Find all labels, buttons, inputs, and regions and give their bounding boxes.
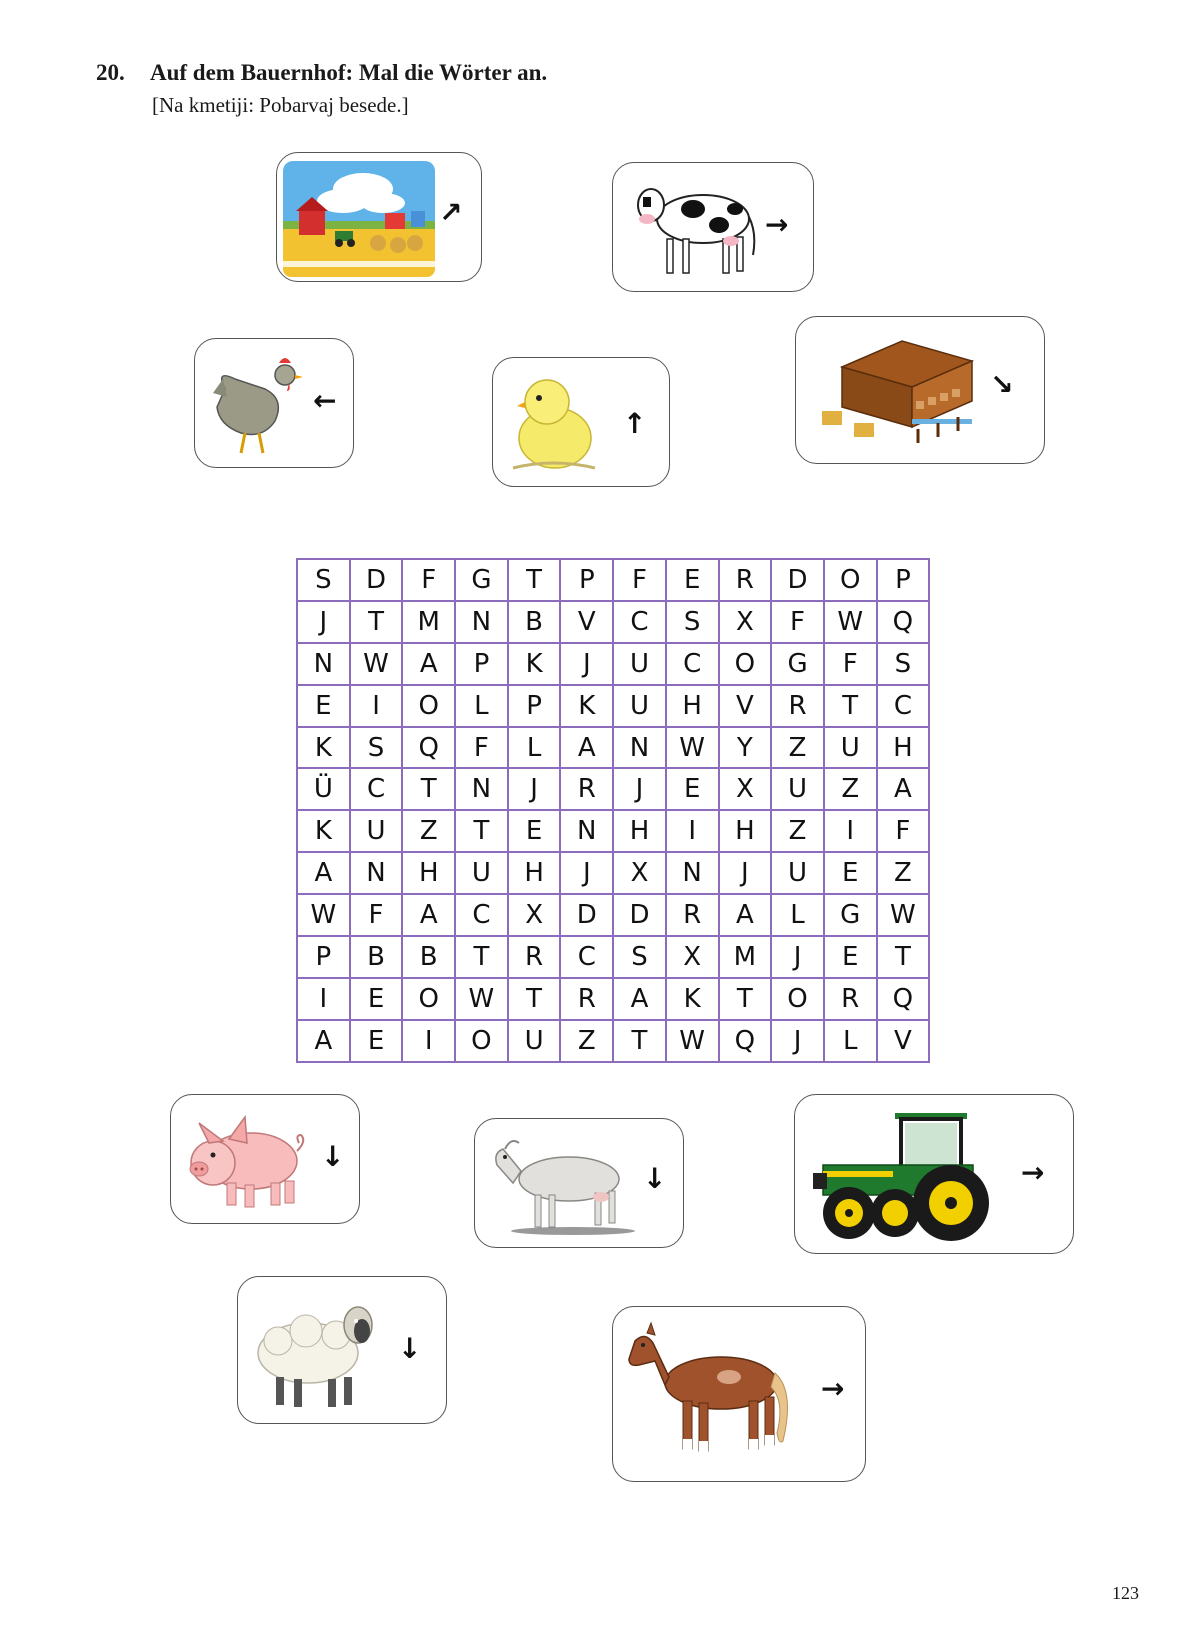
grid-cell[interactable]: Z (824, 768, 877, 810)
grid-cell[interactable]: J (771, 1020, 824, 1062)
grid-cell[interactable]: Y (719, 727, 772, 769)
grid-cell[interactable]: N (455, 768, 508, 810)
card-farm (276, 152, 482, 282)
grid-cell[interactable]: P (877, 559, 930, 601)
grid-cell[interactable]: Q (402, 727, 455, 769)
grid-cell[interactable]: E (666, 559, 719, 601)
cow-icon (631, 173, 761, 283)
grid-cell[interactable]: X (719, 601, 772, 643)
grid-cell[interactable]: K (560, 685, 613, 727)
grid-cell[interactable]: W (824, 601, 877, 643)
page-number: 123 (1112, 1583, 1139, 1603)
grid-cell[interactable]: S (613, 936, 666, 978)
grid-cell[interactable]: V (719, 685, 772, 727)
grid-cell[interactable]: O (719, 643, 772, 685)
grid-cell[interactable]: I (297, 978, 350, 1020)
grid-cell[interactable]: O (402, 978, 455, 1020)
grid-cell[interactable]: D (560, 894, 613, 936)
card-barn (795, 316, 1045, 464)
grid-cell[interactable]: W (297, 894, 350, 936)
grid-cell[interactable]: V (877, 1020, 930, 1062)
grid-cell[interactable]: J (771, 936, 824, 978)
grid-cell[interactable]: K (508, 643, 561, 685)
grid-cell[interactable]: D (613, 894, 666, 936)
grid-cell[interactable]: E (297, 685, 350, 727)
grid-cell[interactable]: T (719, 978, 772, 1020)
grid-cell[interactable]: O (771, 978, 824, 1020)
grid-cell[interactable]: Q (719, 1020, 772, 1062)
grid-cell[interactable]: D (350, 559, 403, 601)
grid-cell[interactable]: U (508, 1020, 561, 1062)
card-sheep (237, 1276, 447, 1424)
grid-cell[interactable]: F (613, 559, 666, 601)
grid-cell[interactable]: C (350, 768, 403, 810)
grid-cell[interactable]: R (508, 936, 561, 978)
grid-cell[interactable]: T (455, 810, 508, 852)
grid-cell[interactable]: K (666, 978, 719, 1020)
grid-cell[interactable]: T (508, 978, 561, 1020)
grid-cell[interactable]: I (824, 810, 877, 852)
grid-cell[interactable]: L (771, 894, 824, 936)
arrow-icon: ↓ (643, 1162, 667, 1195)
grid-cell[interactable]: S (350, 727, 403, 769)
grid-cell[interactable]: A (297, 852, 350, 894)
grid-cell[interactable]: E (824, 936, 877, 978)
grid-cell[interactable]: A (877, 768, 930, 810)
grid-cell[interactable]: Z (560, 1020, 613, 1062)
card-tractor (794, 1094, 1074, 1254)
grid-cell[interactable]: P (455, 643, 508, 685)
grid-cell[interactable]: J (560, 643, 613, 685)
grid-cell[interactable]: I (350, 685, 403, 727)
grid-cell[interactable]: F (877, 810, 930, 852)
grid-cell[interactable]: A (402, 894, 455, 936)
grid-cell[interactable]: R (771, 685, 824, 727)
pig-icon (179, 1105, 311, 1215)
grid-cell[interactable]: A (613, 978, 666, 1020)
grid-cell[interactable]: T (877, 936, 930, 978)
grid-cell[interactable]: H (613, 810, 666, 852)
grid-cell[interactable]: F (824, 643, 877, 685)
grid-cell[interactable]: N (560, 810, 613, 852)
grid-cell[interactable]: U (455, 852, 508, 894)
grid-cell[interactable]: A (297, 1020, 350, 1062)
grid-cell[interactable]: F (402, 559, 455, 601)
grid-cell[interactable]: Q (877, 601, 930, 643)
goat-icon (485, 1129, 637, 1239)
sheep-icon (250, 1291, 380, 1411)
grid-cell[interactable]: O (824, 559, 877, 601)
card-pig (170, 1094, 360, 1224)
grid-cell[interactable]: J (297, 601, 350, 643)
grid-cell[interactable]: J (613, 768, 666, 810)
grid-cell[interactable]: H (719, 810, 772, 852)
grid-cell[interactable]: N (350, 852, 403, 894)
grid-cell[interactable]: Q (877, 978, 930, 1020)
grid-cell[interactable]: M (719, 936, 772, 978)
grid-cell[interactable]: J (560, 852, 613, 894)
grid-cell[interactable]: Ü (297, 768, 350, 810)
grid-cell[interactable]: O (402, 685, 455, 727)
grid-cell[interactable]: R (719, 559, 772, 601)
grid-cell[interactable]: H (402, 852, 455, 894)
grid-cell[interactable]: C (666, 643, 719, 685)
grid-cell[interactable]: A (560, 727, 613, 769)
grid-cell[interactable]: I (402, 1020, 455, 1062)
grid-cell[interactable]: X (508, 894, 561, 936)
exercise-title: Auf dem Bauernhof: Mal die Wörter an. (150, 60, 548, 85)
grid-cell[interactable]: W (666, 727, 719, 769)
grid-cell[interactable]: F (771, 601, 824, 643)
card-hen (194, 338, 354, 468)
arrow-icon: → (1021, 1156, 1045, 1189)
grid-cell[interactable]: U (771, 852, 824, 894)
grid-cell[interactable]: F (350, 894, 403, 936)
grid-cell[interactable]: W (877, 894, 930, 936)
grid-cell[interactable]: H (877, 727, 930, 769)
horse-icon (625, 1321, 797, 1471)
grid-cell[interactable]: J (508, 768, 561, 810)
grid-cell[interactable]: E (508, 810, 561, 852)
grid-cell[interactable]: G (824, 894, 877, 936)
arrow-icon: ↘ (990, 368, 1014, 401)
grid-cell[interactable]: N (666, 852, 719, 894)
grid-cell[interactable]: N (613, 727, 666, 769)
arrow-icon: ← (313, 384, 337, 417)
grid-cell[interactable]: L (508, 727, 561, 769)
grid-cell[interactable]: X (666, 936, 719, 978)
grid-cell[interactable]: C (455, 894, 508, 936)
arrow-icon: ↓ (398, 1332, 422, 1365)
grid-cell[interactable]: E (350, 978, 403, 1020)
grid-cell[interactable]: T (613, 1020, 666, 1062)
card-chick (492, 357, 670, 487)
grid-cell[interactable]: C (877, 685, 930, 727)
grid-cell[interactable]: N (455, 601, 508, 643)
word-search-grid (296, 558, 930, 1063)
grid-cell[interactable]: H (508, 852, 561, 894)
arrow-icon: → (821, 1372, 845, 1405)
grid-cell[interactable]: P (560, 559, 613, 601)
grid-cell[interactable]: C (613, 601, 666, 643)
card-cow (612, 162, 814, 292)
grid-cell[interactable]: L (455, 685, 508, 727)
grid-cell[interactable]: G (455, 559, 508, 601)
exercise-subtitle: [Na kmetiji: Pobarvaj besede.] (152, 93, 409, 117)
grid-cell[interactable]: R (560, 978, 613, 1020)
arrow-icon: ↓ (321, 1140, 345, 1173)
chick-icon (503, 368, 603, 478)
grid-cell[interactable]: S (877, 643, 930, 685)
grid-cell[interactable]: K (297, 727, 350, 769)
grid-cell[interactable]: U (613, 643, 666, 685)
arrow-icon: ↑ (623, 407, 647, 440)
grid-cell[interactable]: M (402, 601, 455, 643)
grid-cell[interactable]: V (560, 601, 613, 643)
grid-cell[interactable]: B (350, 936, 403, 978)
tractor-icon (809, 1109, 1005, 1243)
barn-icon (812, 331, 982, 451)
grid-cell[interactable]: W (666, 1020, 719, 1062)
grid-cell[interactable]: X (719, 768, 772, 810)
grid-cell[interactable]: S (297, 559, 350, 601)
grid-cell[interactable]: Z (877, 852, 930, 894)
grid-cell[interactable]: E (350, 1020, 403, 1062)
grid-cell[interactable]: A (402, 643, 455, 685)
grid-cell[interactable]: F (455, 727, 508, 769)
exercise-heading (96, 60, 547, 86)
grid-cell[interactable]: T (402, 768, 455, 810)
grid-cell[interactable]: A (719, 894, 772, 936)
card-goat (474, 1118, 684, 1248)
grid-cell[interactable]: U (771, 768, 824, 810)
grid-cell[interactable]: X (613, 852, 666, 894)
card-horse (612, 1306, 866, 1482)
grid-cell[interactable]: D (771, 559, 824, 601)
grid-cell[interactable]: I (666, 810, 719, 852)
grid-cell[interactable]: S (666, 601, 719, 643)
grid-cell[interactable]: Z (402, 810, 455, 852)
grid-cell[interactable]: G (771, 643, 824, 685)
grid-cell[interactable]: U (350, 810, 403, 852)
grid-cell[interactable]: W (455, 978, 508, 1020)
grid-cell[interactable]: U (613, 685, 666, 727)
grid-cell[interactable]: B (402, 936, 455, 978)
grid-cell[interactable]: H (666, 685, 719, 727)
grid-cell[interactable]: B (508, 601, 561, 643)
grid-cell[interactable]: K (297, 810, 350, 852)
grid-cell[interactable]: R (666, 894, 719, 936)
grid-cell[interactable]: T (508, 559, 561, 601)
grid-cell[interactable]: L (824, 1020, 877, 1062)
arrow-icon: ↗ (439, 196, 463, 229)
grid-cell[interactable]: E (666, 768, 719, 810)
grid-cell[interactable]: R (560, 768, 613, 810)
grid-cell[interactable]: E (824, 852, 877, 894)
hen-icon (205, 349, 305, 459)
exercise-number: 20. (96, 60, 125, 85)
grid-cell[interactable]: O (455, 1020, 508, 1062)
grid-cell[interactable]: N (297, 643, 350, 685)
arrow-icon: → (765, 208, 789, 241)
grid-cell[interactable]: P (297, 936, 350, 978)
farm-icon (283, 161, 435, 277)
grid-cell[interactable]: U (824, 727, 877, 769)
grid-cell[interactable]: P (508, 685, 561, 727)
grid-cell[interactable]: R (824, 978, 877, 1020)
grid-cell[interactable]: J (719, 852, 772, 894)
grid-cell[interactable]: Z (771, 727, 824, 769)
grid-cell[interactable]: W (350, 643, 403, 685)
grid-cell[interactable]: T (350, 601, 403, 643)
grid-cell[interactable]: T (824, 685, 877, 727)
grid-cell[interactable]: T (455, 936, 508, 978)
grid-cell[interactable]: C (560, 936, 613, 978)
grid-cell[interactable]: Z (771, 810, 824, 852)
